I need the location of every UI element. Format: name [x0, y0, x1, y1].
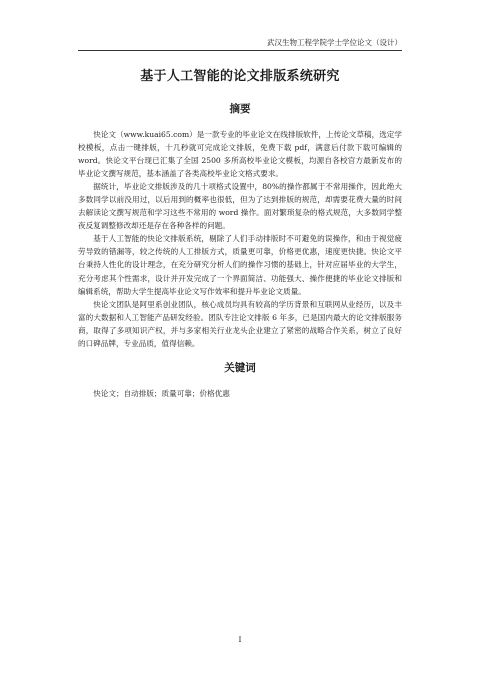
abstract-paragraph: 快论文（www.kuai65.com）是一款专业的毕业论文在线排版软件，上传论文草稿，选定学校模板，点击一键排版，十几秒就可完成论文排版，免费下载 pdf，满意后付款下载可编辑的 word。快论文平台现已汇集了全国 2500 多所高校毕业论文模板，均源自各校官方最新发布的毕业论文撰写规范，基本涵盖了各类高校毕业论文格式要求。 [78, 130, 402, 179]
keywords-heading: 关键词 [224, 362, 256, 374]
page-number: I [238, 635, 242, 644]
header-rule [78, 50, 402, 51]
abstract-paragraph: 据统计，毕业论文排版涉及的几十项格式设置中，80%的操作都属于不常用操作，因此绝大多数同学以前没用过，以后用到的概率也很低，但为了达到排版的规范，却需要花费大量的时间去解读论文撰写规范和学习这些不常用的 word 操作。面对繁琐复杂的格式规范，大多数同学整夜反复调整修改却还是存在各种各样的问题。 [78, 182, 402, 231]
abstract-body [78, 128, 402, 350]
abstract-paragraph: 基于人工智能的快论文排版系统，剔除了人们手动排版时不可避免的误操作，和由于视觉疲劳导致的错漏等，较之传统的人工排版方式，质量更可靠，价格更优惠，速度更快捷。快论文平台秉持人性化的设计理念，在充分研究分析人们的操作习惯的基础上，针对应届毕业的大学生，充分考虑其个性需求，设计并开发完成了一个界面简洁、功能强大、操作便捷的毕业论文排版和编辑系统，帮助大学生提高毕业论文写作效率和提升毕业论文质量。 [78, 234, 402, 296]
keywords-text: 快论文；自动排版；质量可靠；价格优惠 [93, 389, 230, 398]
running-header: 武汉生物工程学院学士学位论文（设计） [267, 38, 402, 47]
abstract-paragraph: 快论文团队是阿里系创业团队，核心成员均具有较高的学历背景和互联网从业经历，以及丰富的大数据和人工智能产品研发经验。团队专注论文排版 6 年多，已是国内最大的论文排版服务商，取得了多项知识产权，并与多家相关行业龙头企业建立了紧密的战略合作关系，树立了良好的口碑品牌，专业品质，值得信赖。 [78, 299, 402, 348]
thesis-title: 基于人工智能的论文排版系统研究 [140, 69, 340, 84]
abstract-heading: 摘要 [229, 103, 251, 115]
